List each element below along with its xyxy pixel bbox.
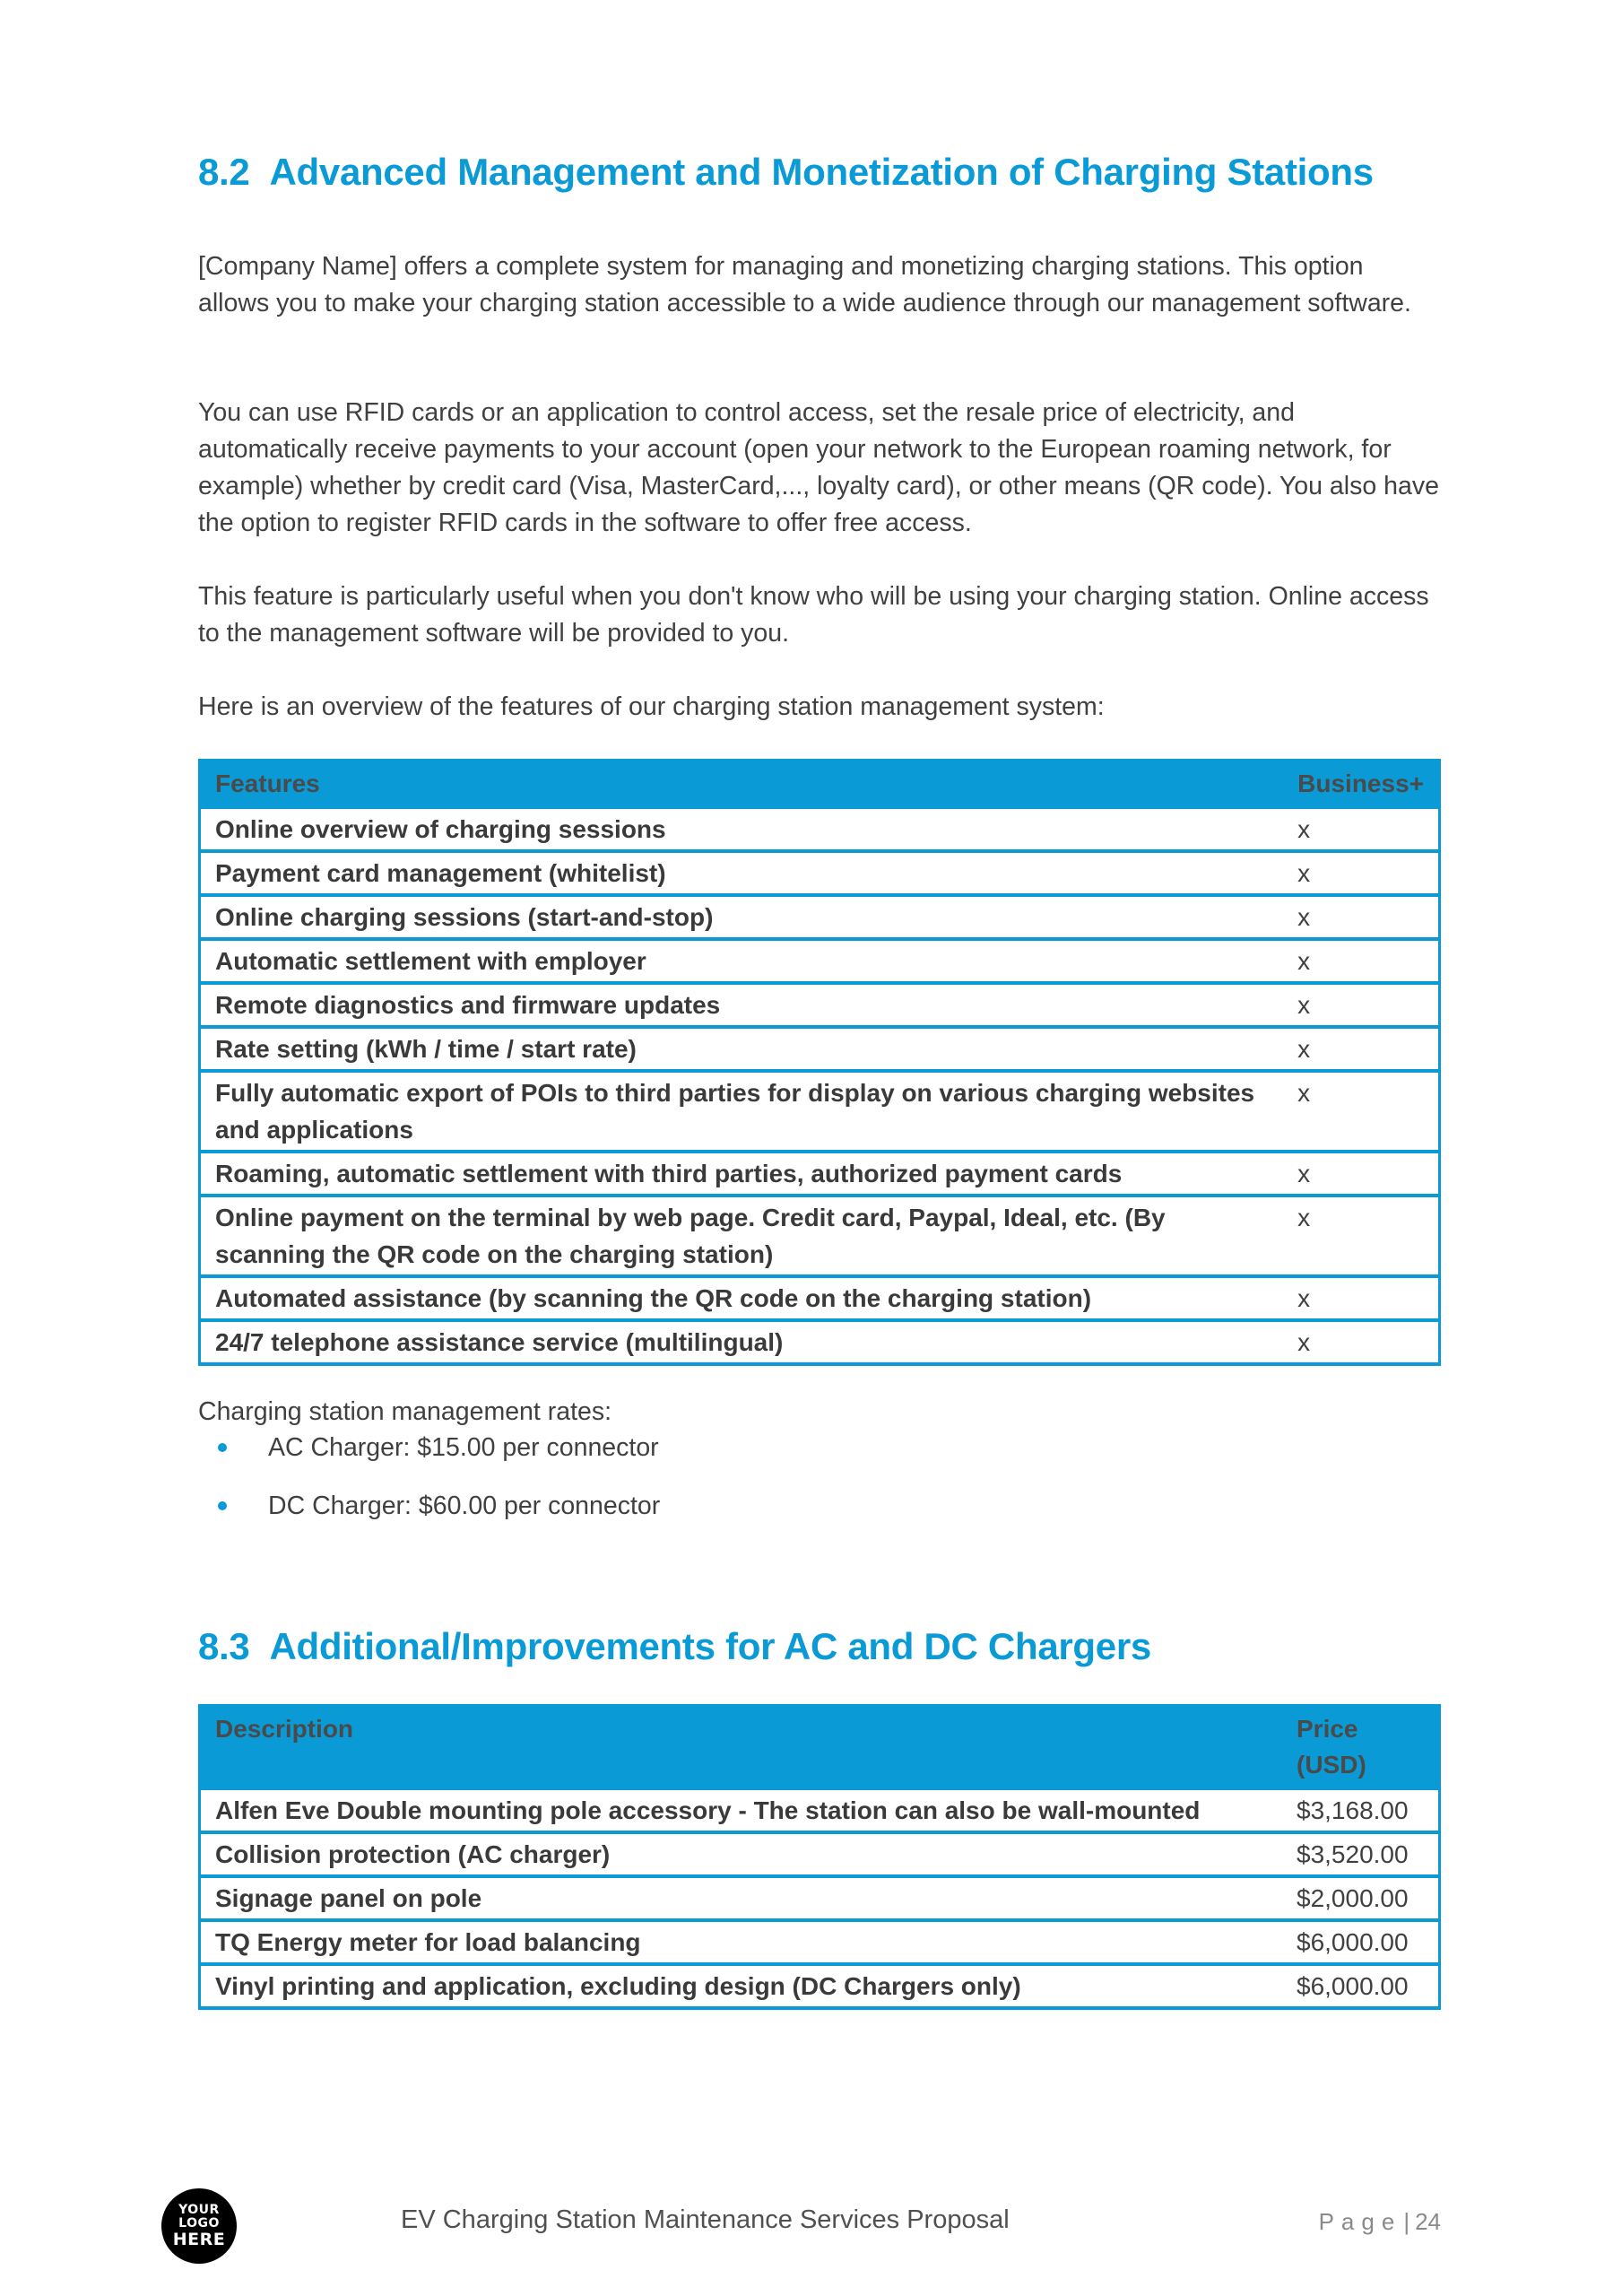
table-header-row — [201, 762, 1438, 805]
column-header-features: Features — [201, 762, 1283, 805]
price-cell: $2,000.00 — [1282, 1878, 1438, 1918]
rates-label: Charging station management rates: — [198, 1397, 612, 1426]
business-plus-cell: x — [1283, 897, 1438, 937]
column-header-business-plus: Business+ — [1283, 762, 1438, 805]
description-cell: Vinyl printing and application, excluding design (DC Chargers only) — [201, 1966, 1282, 2006]
column-header-price: Price (USD) — [1282, 1708, 1438, 1787]
logo-line: LOGO — [178, 2216, 220, 2231]
description-cell: TQ Energy meter for load balancing — [201, 1922, 1282, 1962]
table-row — [201, 1197, 1438, 1274]
section-8-2 — [198, 151, 1441, 194]
table-row — [201, 1834, 1438, 1874]
description-cell: Signage panel on pole — [201, 1878, 1282, 1918]
paragraph: This feature is particularly useful when you don't know who will be using your charging station. Online access to the management software will be provided to you. — [198, 582, 1429, 648]
section-heading-8-2 — [198, 151, 1441, 194]
feature-cell: Online charging sessions (start-and-stop) — [201, 897, 1283, 937]
page-label: Page — [1318, 2208, 1402, 2235]
price-cell: $6,000.00 — [1282, 1922, 1438, 1962]
features-table — [198, 759, 1441, 1366]
rate-text: AC Charger: $15.00 per connector — [268, 1433, 659, 1462]
feature-cell: Rate setting (kWh / time / start rate) — [201, 1029, 1283, 1069]
price-cell: $6,000.00 — [1282, 1966, 1438, 2006]
table-row — [201, 1153, 1438, 1194]
feature-cell: Roaming, automatic settlement with third parties, authorized payment cards — [201, 1153, 1283, 1194]
section-title: Advanced Management and Monetization of Charging Stations — [269, 151, 1374, 193]
feature-cell: Remote diagnostics and firmware updates — [201, 985, 1283, 1025]
business-plus-cell: x — [1283, 985, 1438, 1025]
section-number: 8.3 — [198, 1625, 250, 1667]
features-table-wrap — [198, 759, 1441, 1366]
feature-cell: Online overview of charging sessions — [201, 809, 1283, 849]
page-separator: | — [1403, 2208, 1410, 2235]
page-number-value: 24 — [1415, 2208, 1441, 2235]
business-plus-cell: x — [1283, 1073, 1438, 1150]
price-cell: $3,520.00 — [1282, 1834, 1438, 1874]
price-table — [198, 1704, 1441, 2010]
rate-item-ac — [198, 1430, 1441, 1465]
business-plus-cell: x — [1283, 1153, 1438, 1194]
section-number: 8.2 — [198, 151, 250, 193]
rate-text: DC Charger: $60.00 per connector — [268, 1492, 661, 1520]
footer-document-title: EV Charging Station Maintenance Services Proposal — [401, 2205, 1010, 2234]
feature-cell: 24/7 telephone assistance service (multilingual) — [201, 1322, 1283, 1362]
paragraph: Here is an overview of the features of our charging station management system: — [198, 692, 1105, 721]
business-plus-cell: x — [1283, 1029, 1438, 1069]
bullet-icon — [218, 1501, 227, 1510]
table-row — [201, 853, 1438, 893]
table-row — [201, 1922, 1438, 1962]
paragraph-rfid — [198, 395, 1441, 542]
business-plus-cell: x — [1283, 941, 1438, 981]
paragraph: [Company Name] offers a complete system for managing and monetizing charging stations. This option allows you to make your charging station accessible to a wide audience through our management software. — [198, 252, 1411, 317]
table-row — [201, 941, 1438, 981]
description-cell: Collision protection (AC charger) — [201, 1834, 1282, 1874]
column-header-description: Description — [201, 1708, 1282, 1787]
feature-cell: Automatic settlement with employer — [201, 941, 1283, 981]
section-heading-8-3 — [198, 1625, 1441, 1668]
table-row — [201, 985, 1438, 1025]
table-row — [201, 1790, 1438, 1831]
logo-line: HERE — [172, 2230, 226, 2249]
page-number — [1319, 2208, 1441, 2236]
section-title: Additional/Improvements for AC and DC Chargers — [269, 1625, 1151, 1667]
business-plus-cell: x — [1283, 1197, 1438, 1274]
table-row — [201, 809, 1438, 849]
business-plus-cell: x — [1283, 1278, 1438, 1318]
logo-line: YOUR — [178, 2203, 220, 2217]
table-row — [201, 1966, 1438, 2006]
rate-item-dc — [198, 1488, 1441, 1524]
table-row — [201, 897, 1438, 937]
table-row — [201, 1878, 1438, 1918]
business-plus-cell: x — [1283, 853, 1438, 893]
price-cell: $3,168.00 — [1282, 1790, 1438, 1831]
paragraph-usefulness — [198, 578, 1441, 652]
paragraph-overview-lead — [198, 689, 1441, 726]
paragraph: You can use RFID cards or an application to control access, set the resale price of electricity, and automatically receive payments to your account (open your network to the European roaming network, for example) whether by credit card (Visa, MasterCard,..., loyalty card), or other means (QR code). You also have the option to register RFID cards in the software to offer free access. — [198, 398, 1439, 537]
table-row — [201, 1322, 1438, 1362]
feature-cell: Payment card management (whitelist) — [201, 853, 1283, 893]
feature-cell: Fully automatic export of POIs to third parties for display on various charging websites and applications — [201, 1073, 1283, 1150]
section-8-3 — [198, 1625, 1441, 1668]
table-header-row — [201, 1708, 1438, 1787]
paragraph-intro — [198, 248, 1441, 322]
rates-list — [198, 1430, 1441, 1524]
table-row — [201, 1029, 1438, 1069]
feature-cell: Automated assistance (by scanning the QR code on the charging station) — [201, 1278, 1283, 1318]
table-row — [201, 1073, 1438, 1150]
business-plus-cell: x — [1283, 809, 1438, 849]
description-cell: Alfen Eve Double mounting pole accessory - The station can also be wall-mounted — [201, 1790, 1282, 1831]
company-logo — [161, 2188, 237, 2264]
business-plus-cell: x — [1283, 1322, 1438, 1362]
management-rates — [198, 1394, 1441, 1524]
price-table-wrap — [198, 1704, 1441, 2010]
table-row — [201, 1278, 1438, 1318]
bullet-icon — [218, 1443, 227, 1452]
feature-cell: Online payment on the terminal by web page. Credit card, Paypal, Ideal, etc. (By scanning the QR code on the charging station) — [201, 1197, 1283, 1274]
